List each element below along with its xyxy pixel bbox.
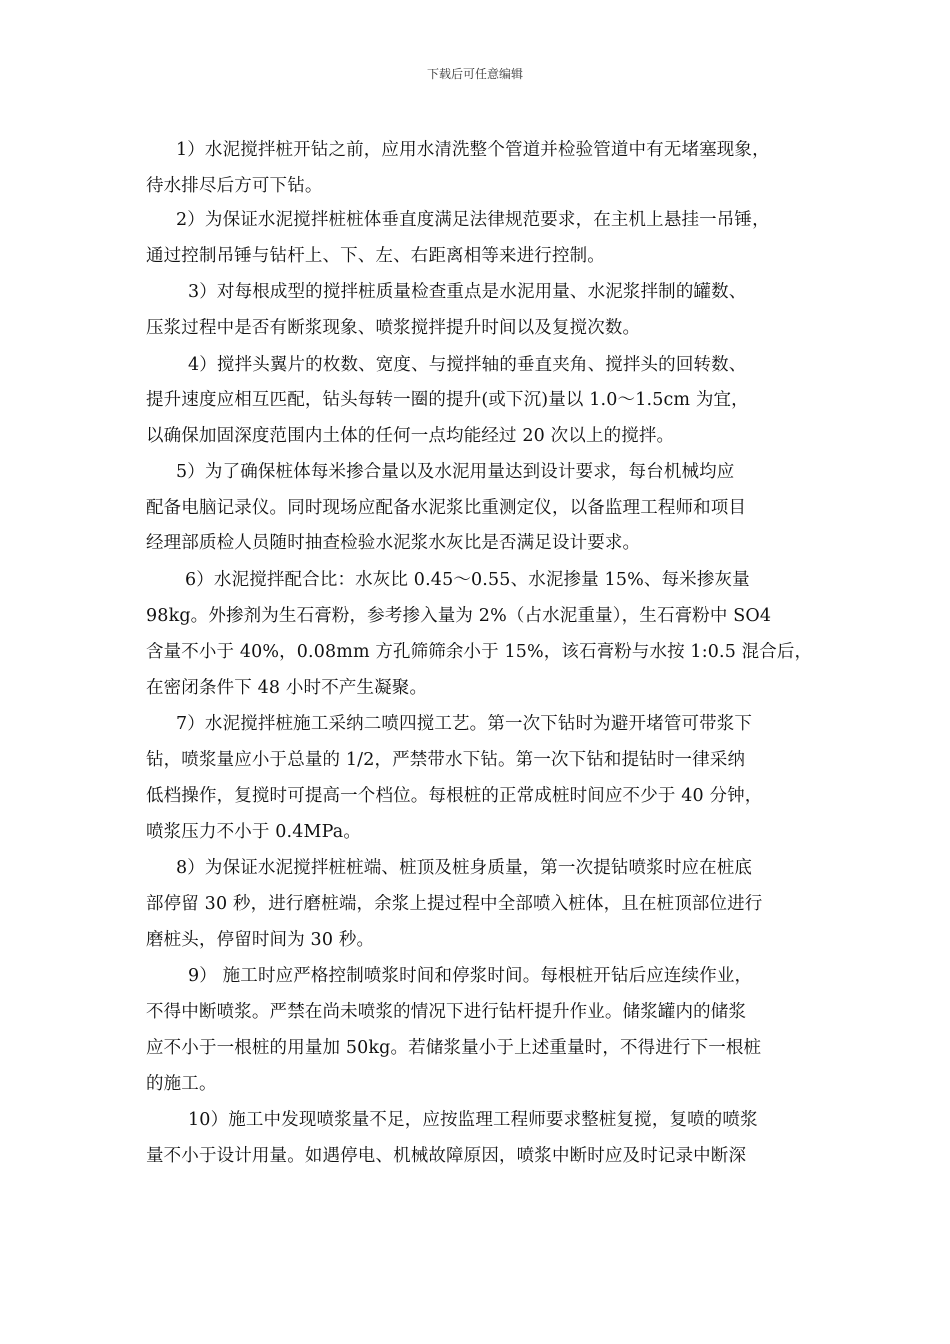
text-line: 8）为保证水泥搅拌桩桩端、桩顶及桩身质量，第一次提钻喷浆时应在桩底 — [176, 858, 753, 878]
text-line: 低档操作，复搅时可提高一个档位。每根桩的正常成桩时间应不少于 40 分钟， — [146, 786, 763, 806]
text-line: 2）为保证水泥搅拌桩桩体垂直度满足法律规范要求，在主机上悬挂一吊锤， — [176, 210, 770, 230]
text-line: 1）水泥搅拌桩开钻之前，应用水清洗整个管道并检验管道中有无堵塞现象， — [176, 140, 770, 160]
text-line: 7）水泥搅拌桩施工采纳二喷四搅工艺。第一次下钻时为避开堵管可带浆下 — [176, 714, 753, 734]
text-line: 磨桩头，停留时间为 30 秒。 — [146, 930, 375, 950]
text-line: 钻，喷浆量应小于总量的 1/2，严禁带水下钻。第一次下钻和提钻时一律采纳 — [146, 750, 746, 770]
text-line: 待水排尽后方可下钻。 — [146, 176, 323, 196]
text-line: 5）为了确保桩体每米掺合量以及水泥用量达到设计要求，每台机械均应 — [176, 462, 735, 482]
text-line: 在密闭条件下 48 小时不产生凝聚。 — [146, 678, 428, 698]
text-line: 3）对每根成型的搅拌桩质量检查重点是水泥用量、水泥浆拌制的罐数、 — [188, 282, 747, 302]
page-header: 下载后可任意编辑 — [426, 67, 523, 81]
text-line: 以确保加固深度范围内土体的任何一点均能经过 20 次以上的搅拌。 — [146, 426, 675, 446]
text-line: 9） 施工时应严格控制喷浆时间和停浆时间。每根桩开钻后应连续作业， — [188, 966, 753, 986]
text-line: 含量不小于 40%，0.08mm 方孔筛筛余小于 15%，该石膏粉与水按 1:0.5 混合后， — [146, 642, 813, 662]
text-line: 不得中断喷浆。严禁在尚未喷浆的情况下进行钻杆提升作业。储浆罐内的储浆 — [146, 1002, 747, 1022]
text-line: 4）搅拌头翼片的枚数、宽度、与搅拌轴的垂直夹角、搅拌头的回转数、 — [188, 355, 747, 375]
text-line: 经理部质检人员随时抽查检验水泥浆水灰比是否满足设计要求。 — [146, 533, 641, 553]
text-line: 的施工。 — [146, 1074, 217, 1094]
text-line: 喷浆压力不小于 0.4MPa。 — [146, 822, 361, 842]
text-line: 10）施工中发现喷浆量不足，应按监理工程师要求整桩复搅，复喷的喷浆 — [188, 1110, 758, 1130]
text-line: 98kg。外掺剂为生石膏粉，参考掺入量为 2%（占水泥重量），生石膏粉中 SO4 — [146, 606, 772, 626]
text-line: 配备电脑记录仪。同时现场应配备水泥浆比重测定仪，以备监理工程师和项目 — [146, 498, 747, 518]
text-line: 量不小于设计用量。如遇停电、机械故障原因，喷浆中断时应及时记录中断深 — [146, 1146, 747, 1166]
text-line: 部停留 30 秒，进行磨桩端，余浆上提过程中全部喷入桩体，且在桩顶部位进行 — [146, 894, 763, 914]
text-line: 提升速度应相互匹配，钻头每转一圈的提升(或下沉)量以 1.0～1.5cm 为宜， — [146, 390, 749, 410]
text-line: 通过控制吊锤与钻杆上、下、左、右距离相等来进行控制。 — [146, 246, 605, 266]
text-line: 6）水泥搅拌配合比：水灰比 0.45～0.55、水泥掺量 15%、每米掺灰量 — [185, 570, 750, 590]
text-line: 应不小于一根桩的用量加 50kg。若储浆量小于上述重量时，不得进行下一根桩 — [146, 1038, 762, 1058]
text-line: 压浆过程中是否有断浆现象、喷浆搅拌提升时间以及复搅次数。 — [146, 318, 641, 338]
